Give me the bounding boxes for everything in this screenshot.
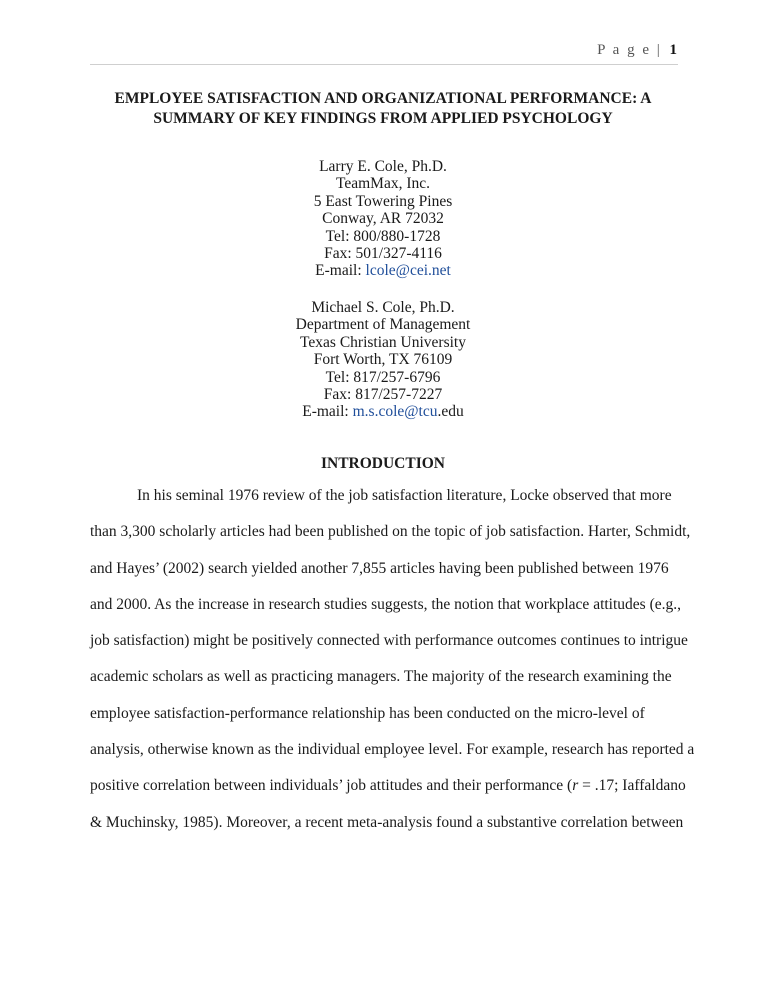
paragraph-line: and Hayes’ (2002) search yielded another 7,855 articles having been published between 1976	[90, 559, 669, 577]
author-1-name: Larry E. Cole, Ph.D.	[319, 158, 447, 175]
author-1-street: 5 East Towering Pines	[313, 192, 453, 210]
correlation-symbol: r	[572, 777, 579, 795]
author-1-city: Conway, AR 72032	[322, 210, 444, 228]
page-number: 1	[669, 42, 677, 58]
paragraph-text: positive correlation between individuals’ job attitudes and their performance (	[90, 777, 573, 795]
paragraph-text: = .17; Iaffaldano	[578, 777, 686, 795]
author-2-city: Fort Worth, TX 76109	[313, 351, 453, 369]
author-1-email-label: E-mail:	[315, 262, 366, 280]
page-label: P a g e	[597, 42, 651, 58]
page-separator: |	[656, 42, 662, 58]
author-2-name: Michael S. Cole, Ph.D.	[311, 299, 455, 316]
paragraph-line: academic scholars as well as practicing managers. The majority of the research examining the	[90, 668, 672, 686]
paragraph-line: & Muchinsky, 1985). Moreover, a recent meta-analysis found a substantive correlation between	[90, 813, 684, 831]
author-1-email-line	[230, 262, 536, 279]
author-2-email-link[interactable]: m.s.cole@tcu	[352, 403, 438, 421]
paragraph-line: than 3,300 scholarly articles had been published on the topic of job satisfaction. Harter, Schmidt,	[90, 523, 691, 541]
paragraph-line: In his seminal 1976 review of the job satisfaction literature, Locke observed that more	[137, 487, 672, 504]
author-2-email-line	[230, 403, 536, 420]
author-2-dept: Department of Management	[295, 316, 471, 334]
author-1-fax: Fax: 501/327-4116	[324, 245, 442, 263]
paragraph-line: analysis, otherwise known as the individual employee level. For example, research has reported a	[90, 741, 695, 759]
author-2-fax: Fax: 817/257-7227	[323, 386, 443, 404]
author-1-email-link[interactable]: lcole@cei.net	[365, 262, 451, 280]
paragraph-line: job satisfaction) might be positively connected with performance outcomes continues to intrigue	[90, 632, 688, 650]
intro-paragraph	[90, 486, 695, 849]
paragraph-line	[90, 776, 690, 812]
author-1-org: TeamMax, Inc.	[335, 175, 431, 193]
page-header	[597, 42, 677, 59]
author-2-email-label: E-mail:	[302, 403, 353, 421]
title-line-2: SUMMARY OF KEY FINDINGS FROM APPLIED PSYCHOLOGY	[153, 110, 613, 127]
author-2-org: Texas Christian University	[300, 333, 466, 351]
author-2-tel: Tel: 817/257-6796	[325, 368, 441, 386]
section-heading-introduction: INTRODUCTION	[320, 455, 445, 472]
author-2-email-domain: .edu	[437, 403, 464, 421]
paragraph-line: employee satisfaction-performance relationship has been conducted on the micro-level of	[90, 704, 645, 722]
title-line-1: EMPLOYEE SATISFACTION AND ORGANIZATIONAL PERFORMANCE: A	[114, 90, 652, 107]
paragraph-line: and 2000. As the increase in research studies suggests, the notion that workplace attitudes (e.g.,	[90, 595, 681, 613]
author-2-block	[230, 299, 536, 421]
author-1-block	[230, 158, 536, 280]
header-rule	[90, 64, 678, 65]
author-1-tel: Tel: 800/880-1728	[325, 227, 441, 245]
paper-title	[95, 89, 671, 129]
